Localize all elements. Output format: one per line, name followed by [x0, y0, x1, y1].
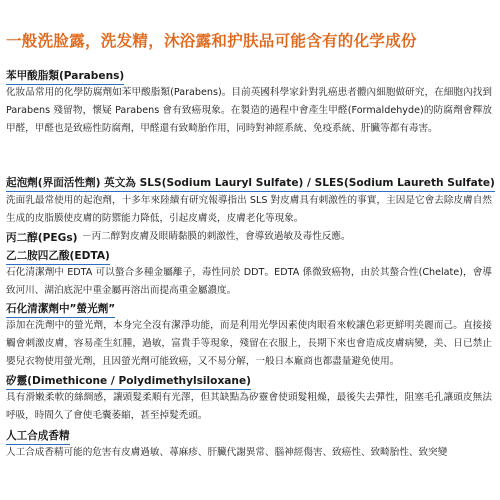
heading-fragrance: 人工合成香精 [6, 429, 70, 445]
article-title: 一般洗脸露，洗发精，沐浴露和护肤品可能含有的化学成份 [6, 31, 417, 50]
body-silicone: 具有滑嫩柔軟的絲綢感，讓頭髮柔順有光澤，但其缺點為矽靈會使頭髮粗燥，最後失去彈性，阻塞毛孔讓頭皮無法呼吸，時間久了會使毛囊萎縮，甚至掉髮禿頭。 [6, 392, 492, 421]
body-sls: 洗面乳最常使用的起泡劑，十多年來陸續有研究報導指出 SLS 對皮膚具有刺激性的事實，主因是它會去除皮膚自然生成的皮脂膜使皮膚的防禦能力降低，引起皮膚炎，皮膚老化等現象。 [6, 195, 492, 224]
body-pegs: －丙二醇對皮膚及眼睛黏膜的刺激性，會導致過敏及毒性反應。 [82, 231, 351, 242]
heading-sls: 起泡劑(界面活性劑) 英文為 SLS(Sodium Lauryl Sulfate) / SLES(Sodium Laureth Sulfate) [6, 176, 495, 192]
body-parabens: 化妝品常用的化學防腐劑如苯甲酸脂類(Parabens)。目前英國科學家針對乳癌患者體內細胞做研究，在細胞內找到 Parabens 殘留物，懷疑 Parabens 會有致癌現象。在製造的過程中會產生甲醛(Formaldehyde)的防腐劑會釋放甲醛，甲醛也是致癌性防腐劑，甲醛還有致畸胎作用，同時對神經系統、免疫系統、肝臟等都有毒害。 [6, 87, 492, 134]
heading-pegs: 丙二醇(PEGs) [6, 232, 78, 244]
heading-edta: 乙二胺四乙酸(EDTA) [6, 249, 110, 265]
heading-silicone: 矽靈(Dimethicone / Polydimethylsiloxane) [6, 374, 251, 390]
body-edta: 石化清潔劑中 EDTA 可以螯合多種金屬離子，毒性同於 DDT。EDTA 係微致癌物，由於其螯合性(Chelate)，會導致河川、湖泊底泥中重金屬再溶出而提高重金屬濃度。 [6, 267, 492, 296]
heading-fluorescent: 石化清潔劑中”螢光劑” [6, 302, 115, 318]
body-fluorescent: 添加在洗劑中的螢光劑，本身完全沒有潔淨功能，而是利用光學因素使肉眼看來較讓色彩更鮮明美麗而己。直接接觸會刺激皮膚，容易產生紅腫，過敏，富貴手等現象，殘留在衣服上，長期下來也會造成皮膚病變，美、日已禁止嬰兒衣物使用螢光劑，且因螢光劑可能致癌，又不易分解，一般日本廠商也都盡量避免使用。 [6, 320, 492, 367]
heading-parabens: 苯甲酸脂類(Parabens) [6, 69, 124, 85]
body-fragrance: 人工合成香精可能的危害有皮膚過敏、蕁麻疹、肝臟代謝異常、腦神經傷害、致癌性、致畸胎性、致突變 [6, 447, 448, 458]
